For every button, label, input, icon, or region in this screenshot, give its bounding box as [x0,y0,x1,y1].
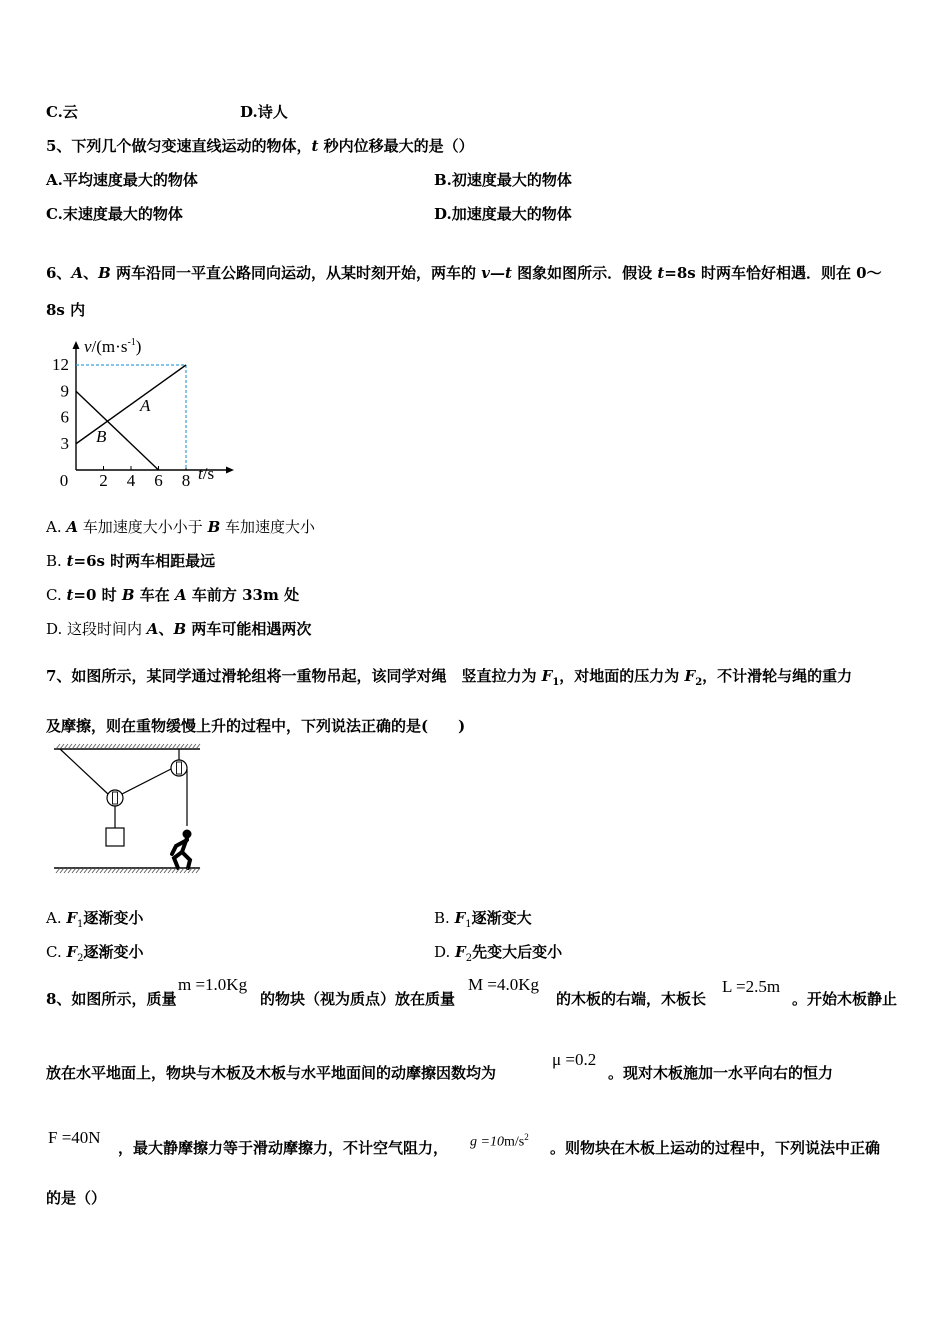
q6-option-d [46,619,311,639]
hatch-line [80,868,84,873]
hatch-line [168,868,172,873]
hatch-line [92,868,96,873]
hatch-line [84,868,88,873]
q6-number: 6、 [46,264,72,282]
q6-oc-var-b: B [121,586,135,604]
q6-ob-var-t: t [66,552,74,570]
q8-gravity [470,1127,529,1153]
hatch-line [56,744,60,749]
q7-var-f1: F [541,667,553,685]
hatch-line [148,744,152,749]
hatch-line [112,744,116,749]
q6-oc-var-a: A [175,586,187,604]
hatch-line [132,868,136,873]
hatch-line [136,744,140,749]
q6-od-var-a: A [146,620,159,638]
q6-oc-var-t: t [66,586,74,604]
hatch-line [96,744,100,749]
q8-text-1: 的物块（视为质点）放在质量 [260,990,456,1008]
q6-ytick-6: 6 [60,407,69,427]
q8-force-f: F =40N [48,1128,101,1147]
q7-text-1: 7、如图所示，某同学通过滑轮组将一重物吊起，该同学对绳 竖直拉力为 [46,667,542,685]
q6-option-c [46,585,299,605]
q6-label-b: B [96,427,107,446]
q5-stem [46,136,474,156]
q5-option-b: B.初速度最大的物体 [434,171,572,189]
q6-ob-pre: B. [46,552,67,570]
q6-x-arrow [226,467,234,474]
hatch-line [152,744,156,749]
q6-oc-pre: C. [46,586,67,604]
hatch-line [88,868,92,873]
q6-od-pre: D. 这段时间内 [46,620,147,638]
hatch-line [156,744,160,749]
hatch-line [196,868,200,873]
q6-ytick-9: 9 [60,381,69,401]
q6-xtick-6: 6 [154,471,163,490]
q8-g-unit: m/s [503,1134,525,1150]
hatch-line [120,744,124,749]
q8-text-3: 。开始木板静止 [792,990,898,1008]
hatch-line [112,868,116,873]
q8-line4: 的是（） [46,1189,107,1207]
hatch-line [108,744,112,749]
q7-pulley-figure [48,742,208,880]
rope-left [60,749,108,794]
q7-stem [46,666,852,693]
q4-option-d: D.诗人 [240,103,288,121]
q8-text-2: 的木板的右端，木板长 [556,990,707,1008]
q6-oa-m2: 车加速度大小 [220,518,316,536]
hatch-line [56,868,60,873]
hatch-line [144,744,148,749]
hatch-line [60,868,64,873]
hatch-line [140,744,144,749]
hatch-line [64,744,68,749]
q6-var-t: t [657,264,665,282]
hatch-line [164,868,168,873]
hatch-line [192,868,196,873]
q7-oa-text: 逐渐变小 [83,909,144,927]
q6-var-a: A [71,264,84,282]
hatch-line [80,744,84,749]
q7-od-sub: 2 [465,953,473,964]
q6-option-b [46,551,215,571]
q6-od-var-b: B [173,620,187,638]
q6-stem-line2: 8s 内 [46,301,86,319]
hatch-line [72,868,76,873]
hatch-line [100,744,104,749]
q6-series-a [76,365,186,444]
q6-oc-m1: =0 时 [73,586,122,604]
q7-od-text: 先变大后变小 [472,943,563,961]
q8-g-exp: 2 [524,1132,529,1142]
q7-oc-var: F [66,943,78,961]
q6-text-3: =8s 时两车恰好相遇．则在 0～ [664,264,882,282]
q8-mass-m: m =1.0Kg [178,975,248,994]
hatch-line [188,744,192,749]
q8-line2: 放在水平地面上，物块与木板及木板与水平地面间的动摩擦因数均为 [46,1064,497,1082]
q7-text-2: ，对地面的压力为 [559,667,685,685]
q6-xtick-0: 0 [59,471,69,490]
q6-oc-m3: 车前方 33m 处 [186,586,300,604]
hatch-line [124,744,128,749]
q7-option-a [46,908,143,935]
q7-oa-sub: 1 [77,919,84,930]
q8-line2-tail: 。现对木板施加一水平向右的恒力 [608,1064,834,1082]
q6-stem [46,263,882,283]
q6-sep: 、 [83,264,99,282]
hatch-line [68,868,72,873]
q8-length-l: L =2.5m [722,977,781,996]
hatch-line [120,868,124,873]
q8-g-value: g =10 [470,1134,504,1150]
q6-label-a: A [140,396,151,415]
q7-sub-1: 1 [552,677,560,688]
q7-od-pre: D. [434,943,456,961]
hatch-line [116,868,120,873]
hatch-line [96,868,100,873]
q7-option-d [434,942,562,969]
hatch-line [132,744,136,749]
q8-line3: ，最大静摩擦力等于滑动摩擦力，不计空气阻力， [118,1139,449,1157]
hatch-line [68,744,72,749]
q6-oa-m1: 车加速度大小小于 [78,518,208,536]
hatch-line [128,744,132,749]
hatch-line [140,868,144,873]
q6-oa-var-a: A [66,518,79,536]
q6-od-sep: 、 [158,620,174,638]
weight-block [106,828,124,846]
q8-mu: μ =0.2 [552,1050,597,1069]
hatch-line [184,868,188,873]
q7-var-f2: F [684,667,696,685]
q7-oc-text: 逐渐变小 [83,943,144,961]
hatch-line [148,868,152,873]
hatch-line [60,744,64,749]
hatch-line [196,744,200,749]
q8-line3-tail: 。则物块在木板上运动的过程中，下列说法中正确 [550,1139,881,1157]
hatch-line [164,744,168,749]
hatch-line [160,744,164,749]
q7-ob-var: F [454,909,466,927]
hatch-line [104,868,108,873]
hatch-line [192,744,196,749]
q6-ytick-12: 12 [52,355,69,374]
hatch-line [108,868,112,873]
hatch-line [128,868,132,873]
q8-number: 8、如图所示，质量 [46,990,177,1008]
q7-oc-pre: C. [46,943,67,961]
ceiling-hatch [56,744,200,749]
q6-od-m1: 两车可能相遇两次 [186,620,312,638]
hatch-line [76,868,80,873]
hatch-line [76,744,80,749]
q7-ob-text: 逐渐变大 [471,909,532,927]
q6-y-title: $v/(m\cdot s^{-1})$ [84,337,142,356]
movable-pulley-axle [113,792,118,804]
q7-option-c [46,942,144,969]
hatch-line [172,868,176,873]
q7-ob-sub: 1 [465,919,472,930]
hatch-line [152,868,156,873]
q6-ob-m1: =6s 时两车相距最远 [73,552,216,570]
hatch-line [92,744,96,749]
q7-oc-sub: 2 [77,953,84,964]
q6-text-1: 两车沿同一平直公路同向运动，从某时刻开始，两车的 [110,264,482,282]
hatch-line [100,868,104,873]
hatch-line [116,744,120,749]
q7-oa-var: F [66,909,78,927]
hatch-line [156,868,160,873]
hatch-line [136,868,140,873]
q5-stem-tail: 秒内位移最大的是（） [318,137,474,155]
q5-option-d: D.加速度最大的物体 [434,205,572,223]
q6-oa-var-b: B [207,518,221,536]
q7-sub-2: 2 [695,677,703,688]
q5-stem-text: 5、下列几个做匀变速直线运动的物体， [46,137,312,155]
q6-y-arrow [73,341,80,349]
hatch-line [64,868,68,873]
person-figure [172,830,192,869]
q5-option-c: C.末速度最大的物体 [46,205,183,223]
hatch-line [168,744,172,749]
q4-option-c: C.云 [46,103,78,121]
q6-oa-pre: A. [46,518,67,536]
q6-x-title: t/s [198,464,215,483]
hatch-line [88,744,92,749]
q5-option-a: A.平均速度最大的物体 [46,171,198,189]
q6-vt: v—t [481,264,512,282]
fixed-pulley-axle [177,762,182,774]
hatch-line [184,744,188,749]
hatch-line [160,868,164,873]
hatch-line [172,744,176,749]
q7-stem-line2: 及摩擦，则在重物缓慢上升的过程中，下列说法正确的是( ) [46,717,466,735]
hatch-line [104,744,108,749]
hatch-line [84,744,88,749]
q8-mass-big-m: M =4.0Kg [468,975,539,994]
q6-ytick-3: 3 [60,433,69,453]
q6-vt-graph [40,332,240,492]
hatch-line [72,744,76,749]
q6-xtick-8: 8 [181,471,191,490]
q7-text-3: ，不计滑轮与绳的重力 [702,667,853,685]
hatch-line [180,868,184,873]
q7-option-b [434,908,532,935]
q6-var-b: B [98,264,111,282]
q6-text-2: 图象如图所示．假设 [511,264,658,282]
q5-var-t: t [311,137,319,155]
hatch-line [144,868,148,873]
rope-middle [122,769,171,794]
q6-xtick-4: 4 [126,471,136,490]
q6-oc-m2: 车在 [134,586,176,604]
hatch-line [176,744,180,749]
q7-ob-pre: B. [434,909,455,927]
q6-option-a [46,517,315,537]
hatch-line [180,744,184,749]
hatch-line [124,868,128,873]
q6-xtick-2: 2 [99,471,108,490]
q7-od-var: F [455,943,466,961]
q7-oa-pre: A. [46,909,67,927]
